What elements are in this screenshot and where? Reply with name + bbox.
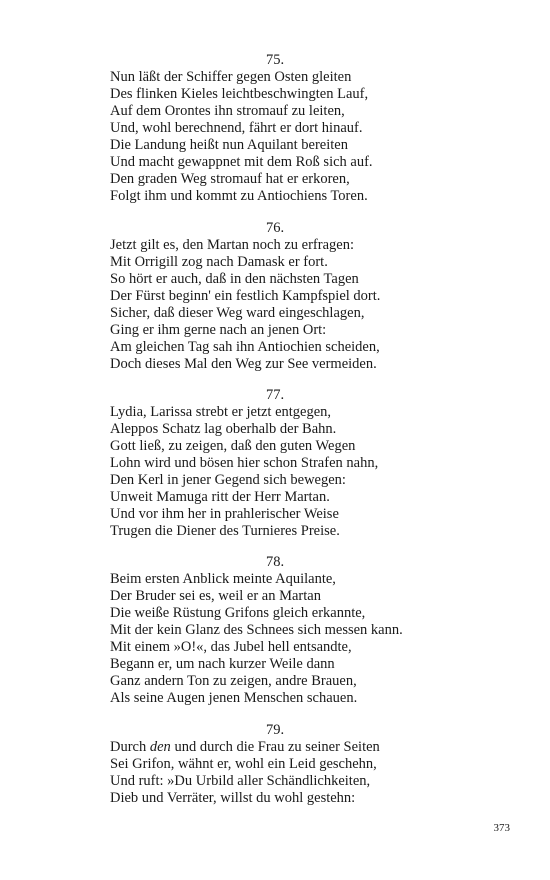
verse-line: Mit Orrigill zog nach Damask er fort. xyxy=(110,254,328,270)
verse-line: Aleppos Schatz lag oberhalb der Bahn. xyxy=(110,421,337,437)
verse-line: Mit einem »O!«, das Jubel hell entsandte, xyxy=(110,639,352,655)
verse-line: Die Landung heißt nun Aquilant bereiten xyxy=(110,137,348,153)
verse-line: Lydia, Larissa strebt er jetzt entgegen, xyxy=(110,404,332,420)
verse-line: Der Fürst beginn' ein festlich Kampfspiel dort. xyxy=(110,288,381,304)
verse-line: Des flinken Kieles leichtbeschwingten Lauf, xyxy=(110,86,369,102)
verse-line: Begann er, um nach kurzer Weile dann xyxy=(110,656,335,672)
stanza-number: 76. xyxy=(265,220,285,236)
verse-line: Sicher, daß dieser Weg ward eingeschlagen, xyxy=(110,305,365,321)
verse-line: Und ruft: »Du Urbild aller Schändlichkeiten, xyxy=(110,773,371,789)
stanza-78 xyxy=(110,554,440,707)
verse-line: Den Kerl in jener Gegend sich bewegen: xyxy=(110,472,346,488)
verse-line: Als seine Augen jenen Menschen schauen. xyxy=(110,690,358,706)
verse-line: Unweit Mamuga ritt der Herr Martan. xyxy=(110,489,330,505)
verse-line: Dieb und Verräter, willst du wohl gestehn: xyxy=(110,790,356,806)
verse-line: So hört er auch, daß in den nächsten Tagen xyxy=(110,271,359,287)
verse-line: Ging er ihm gerne nach an jenen Ort: xyxy=(110,322,327,338)
verse-line: Doch dieses Mal den Weg zur See vermeiden. xyxy=(110,356,377,372)
verse-line: Mit der kein Glanz des Schnees sich messen kann. xyxy=(110,622,403,638)
verse-line: Nun läßt der Schiffer gegen Osten gleiten xyxy=(110,69,352,85)
verse-line: Den graden Weg stromauf hat er erkoren, xyxy=(110,171,350,187)
stanza-77 xyxy=(110,387,440,540)
verse-line: Und macht gewappnet mit dem Roß sich auf. xyxy=(110,154,373,170)
stanza-number: 78. xyxy=(265,554,285,570)
page-number: 373 xyxy=(493,822,510,834)
verse-line: Ganz andern Ton zu zeigen, andre Brauen, xyxy=(110,673,357,689)
verse-line: Trugen die Diener des Turnieres Preise. xyxy=(110,523,340,539)
stanza-76 xyxy=(110,220,440,373)
stanza-number: 79. xyxy=(265,722,285,738)
verse-line: Lohn wird und bösen hier schon Strafen nahn, xyxy=(110,455,379,471)
verse-line: Sei Grifon, wähnt er, wohl ein Leid geschehn, xyxy=(110,756,377,772)
verse-line: Der Bruder sei es, weil er an Martan xyxy=(110,588,321,604)
stanza-79 xyxy=(110,722,440,807)
verse-line: Folgt ihm und kommt zu Antiochiens Toren. xyxy=(110,188,368,204)
verse-line: Gott ließ, zu zeigen, daß den guten Wegen xyxy=(110,438,356,454)
verse-line: Jetzt gilt es, den Martan noch zu erfragen: xyxy=(110,237,354,253)
italic-word: den xyxy=(149,739,171,755)
stanza-75 xyxy=(110,52,440,205)
verse-line: Beim ersten Anblick meinte Aquilante, xyxy=(110,571,336,587)
verse-line: Und vor ihm her in prahlerischer Weise xyxy=(110,506,339,522)
verse-line: Am gleichen Tag sah ihn Antiochien scheiden, xyxy=(110,339,380,355)
verse-line: Und, wohl berechnend, fährt er dort hinauf. xyxy=(110,120,363,136)
stanza-number: 77. xyxy=(265,387,285,403)
verse-line: Auf dem Orontes ihn stromauf zu leiten, xyxy=(110,103,345,119)
verse-line: Die weiße Rüstung Grifons gleich erkannte, xyxy=(110,605,366,621)
stanza-number: 75. xyxy=(265,52,285,68)
verse-line: Durch den und durch die Frau zu seiner Seiten xyxy=(110,739,380,755)
